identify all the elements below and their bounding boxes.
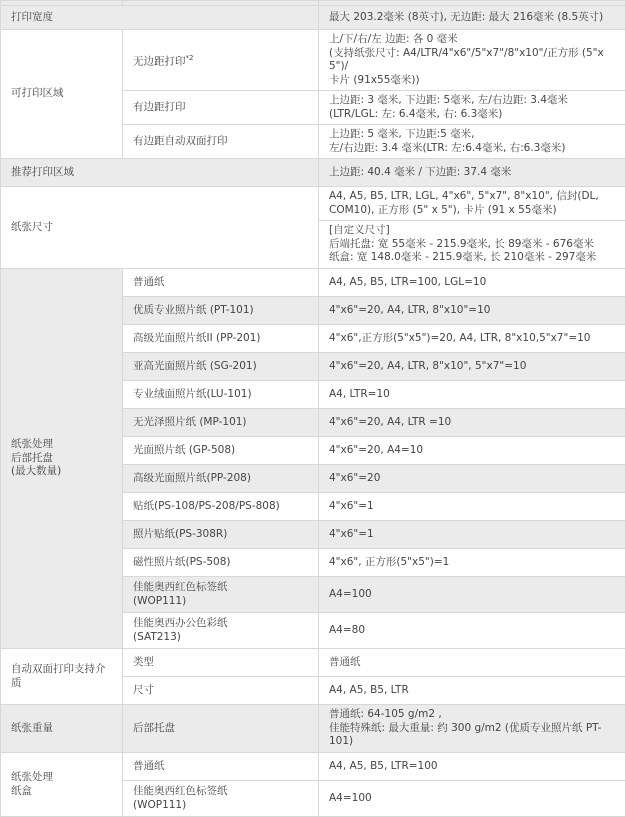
row-label [1, 6, 319, 30]
printable-area-label: 可打印区域 [11, 87, 64, 99]
text-line: 质 [11, 677, 22, 689]
text-line: 后端托盘: 宽 55毫米 - 215.9毫米, 长 89毫米 - 676毫米 [329, 238, 594, 250]
text-line: 高级光面照片纸(PP-208) [133, 472, 251, 484]
media-name [123, 753, 319, 781]
capacity-value: 4"x6"=20 [329, 472, 380, 484]
media-capacity [319, 577, 625, 613]
sub-label [123, 705, 319, 753]
row-value [319, 649, 625, 677]
media-capacity [319, 437, 625, 465]
media-capacity [319, 465, 625, 493]
duplex-size-label: 尺寸 [133, 684, 154, 696]
section-label [1, 30, 123, 159]
media-name [123, 353, 319, 381]
capacity-value: 4"x6"=20, A4, LTR =10 [329, 416, 451, 428]
media-name [123, 437, 319, 465]
row-value [319, 91, 625, 125]
text-line: 后部托盘 [11, 452, 53, 464]
media-capacity [319, 493, 625, 521]
text-line: 上边距: 3 毫米, 下边距: 5毫米, 左/右边距: 3.4毫米 [329, 94, 568, 106]
recommended-area-label: 推荐打印区域 [11, 166, 74, 178]
text-line: 专业绒面照片纸(LU-101) [133, 388, 252, 400]
media-name [123, 325, 319, 353]
duplex-size-value: A4, A5, B5, LTR [329, 684, 409, 696]
row-label [1, 159, 319, 187]
media-name [123, 297, 319, 325]
duplex-type-value: 普通纸 [329, 656, 361, 668]
text-line: (WOP111) [133, 799, 186, 811]
text-line: [自定义尺寸] [329, 224, 390, 236]
text-line: (最大数量) [11, 465, 61, 477]
sub-label [123, 30, 319, 91]
footnote-mark: *2 [186, 54, 194, 62]
capacity-value: 4"x6"=1 [329, 528, 374, 540]
row-value [319, 30, 625, 91]
row-value [319, 705, 625, 753]
section-label [1, 753, 123, 817]
text-line: 高级光面照片纸II (PP-201) [133, 332, 261, 344]
table-row [1, 753, 625, 781]
text-line: 磁性照片纸(PS-508) [133, 556, 231, 568]
capacity-value: 4"x6"=20, A4, LTR, 8"x10"=10 [329, 304, 490, 316]
table-row [1, 159, 625, 187]
sub-label [123, 677, 319, 705]
sub-label [123, 125, 319, 159]
text-line: 佳能奥西红色标签纸 [133, 581, 228, 593]
sub-label [123, 91, 319, 125]
text-line: (WOP111) [133, 595, 186, 607]
borderless-label: 无边距打印 [133, 55, 186, 67]
text-line: 贴纸(PS-108/PS-208/PS-808) [133, 500, 280, 512]
section-label [1, 269, 123, 649]
text-line: 光面照片纸 (GP-508) [133, 444, 235, 456]
row-value [319, 125, 625, 159]
capacity-value: 4"x6",正方形(5"x5")=20, A4, LTR, 8"x10,5"x7"=10 [329, 332, 590, 344]
capacity-value: 4"x6"=20, A4, LTR, 8"x10", 5"x7"=10 [329, 360, 526, 372]
text-line: 卡片 (91x55毫米)) [329, 74, 420, 86]
text-line: COM10), 正方形 (5" x 5"), 卡片 (91 x 55毫米) [329, 204, 557, 216]
media-capacity [319, 549, 625, 577]
row-value [319, 187, 625, 221]
capacity-value: A4=100 [329, 792, 372, 804]
section-label [1, 187, 319, 269]
media-name [123, 549, 319, 577]
media-name [123, 493, 319, 521]
text-line: 普通纸 [133, 276, 165, 288]
text-line: 纸盒 [11, 785, 32, 797]
media-name [123, 781, 319, 817]
text-line: 纸盒: 宽 148.0毫米 - 215.9毫米, 长 210毫米 - 297毫米 [329, 251, 596, 263]
media-name [123, 613, 319, 649]
paper-size-label: 纸张尺寸 [11, 221, 53, 233]
capacity-value: A4, A5, B5, LTR=100 [329, 760, 438, 772]
media-capacity [319, 325, 625, 353]
paper-weight-label: 纸张重量 [11, 722, 53, 734]
media-name [123, 381, 319, 409]
text-line: (LTR/LGL: 左: 6.4毫米, 右: 6.3毫米) [329, 108, 502, 120]
row-value [319, 677, 625, 705]
text-line: 佳能奥西办公色彩纸 [133, 617, 228, 629]
text-line: 101) [329, 735, 353, 747]
recommended-area-value: 上边距: 40.4 毫米 / 下边距: 37.4 毫米 [329, 166, 511, 178]
capacity-value: A4=100 [329, 588, 372, 600]
text-line: 无光泽照片纸 (MP-101) [133, 416, 247, 428]
media-name [123, 465, 319, 493]
table-row [1, 187, 625, 221]
table-row [1, 269, 625, 297]
row-value [319, 221, 625, 269]
sub-label [123, 649, 319, 677]
capacity-value: 4"x6"=20, A4=10 [329, 444, 423, 456]
table-row [1, 649, 625, 677]
row-value [319, 159, 625, 187]
media-capacity [319, 381, 625, 409]
text-line: 佳能奥西红色标签纸 [133, 785, 228, 797]
capacity-value: 4"x6", 正方形(5"x5")=1 [329, 556, 449, 568]
media-capacity [319, 353, 625, 381]
capacity-value: A4=80 [329, 624, 365, 636]
media-capacity [319, 613, 625, 649]
capacity-value: 4"x6"=1 [329, 500, 374, 512]
text-line: 亚高光面照片纸 (SG-201) [133, 360, 257, 372]
duplex-type-label: 类型 [133, 656, 154, 668]
text-line: 佳能特殊纸: 最大重量: 约 300 g/m2 (优质专业照片纸 PT- [329, 722, 601, 734]
bordered-duplex-label: 有边距自动双面打印 [133, 135, 228, 147]
table-row [1, 705, 625, 753]
paper-weight-sub: 后部托盘 [133, 722, 175, 734]
text-line: (SAT213) [133, 631, 181, 643]
media-name [123, 409, 319, 437]
row-value [319, 6, 625, 30]
text-line: (支持纸张尺寸: A4/LTR/4"x6"/5"x7"/8"x10"/正方形 (5"x5")/ [329, 47, 604, 73]
media-capacity [319, 521, 625, 549]
print-width-label: 打印宽度 [11, 11, 53, 23]
capacity-value: A4, A5, B5, LTR=100, LGL=10 [329, 276, 486, 288]
section-label [1, 705, 123, 753]
section-label [1, 649, 123, 705]
text-line: 自动双面打印支持介 [11, 663, 106, 675]
text-line: 纸张处理 [11, 771, 53, 783]
text-line: 上/下/右/左 边距: 各 0 毫米 [329, 33, 458, 45]
media-capacity [319, 297, 625, 325]
text-line: 左/右边距: 3.4 毫米(LTR: 左:6.4毫米, 右:6.3毫米) [329, 142, 565, 154]
text-line: 纸张处理 [11, 438, 53, 450]
capacity-value: A4, LTR=10 [329, 388, 390, 400]
media-capacity [319, 781, 625, 817]
table-row [1, 30, 625, 91]
text-line: A4, A5, B5, LTR, LGL, 4"x6", 5"x7", 8"x10", 信封(DL, [329, 190, 599, 202]
text-line: 普通纸: 64-105 g/m2 , [329, 708, 442, 720]
print-width-value: 最大 203.2毫米 (8英寸), 无边距: 最大 216毫米 (8.5英寸) [329, 11, 603, 23]
text-line: 照片贴纸(PS-308R) [133, 528, 227, 540]
media-capacity [319, 269, 625, 297]
text-line: 优质专业照片纸 (PT-101) [133, 304, 254, 316]
media-name [123, 269, 319, 297]
text-line: 普通纸 [133, 760, 165, 772]
table-row [1, 6, 625, 30]
text-line: 上边距: 5 毫米, 下边距:5 毫米, [329, 128, 474, 140]
bordered-label: 有边距打印 [133, 101, 186, 113]
media-capacity [319, 409, 625, 437]
media-name [123, 521, 319, 549]
media-capacity [319, 753, 625, 781]
media-name [123, 577, 319, 613]
